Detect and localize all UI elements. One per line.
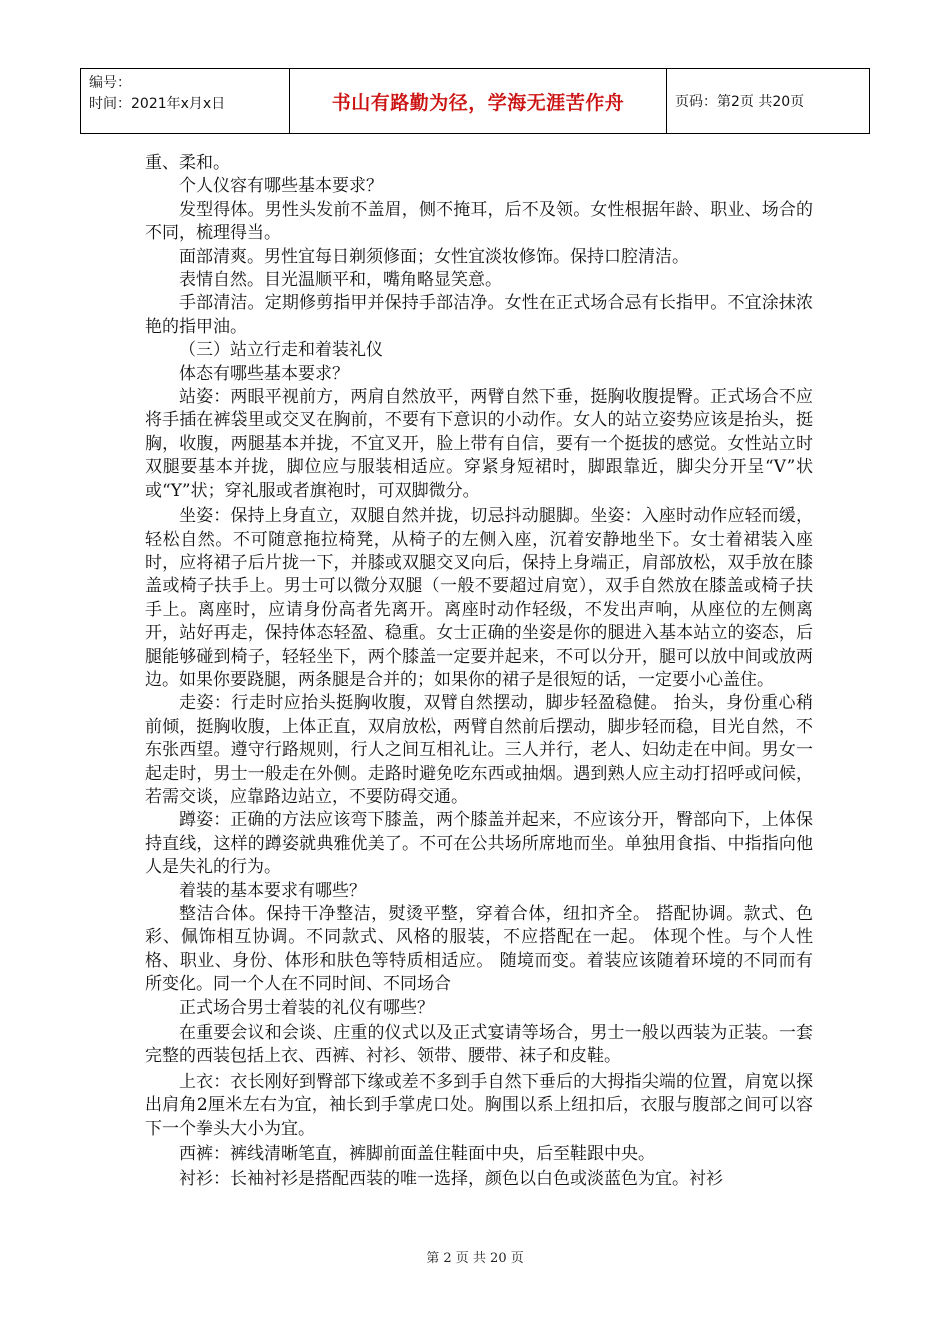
paragraph: 西裤：裤线清晰笔直，裤脚前面盖住鞋面中央，后至鞋跟中央。 bbox=[179, 1144, 655, 1165]
paragraph: 走姿：行走时应抬头挺胸收腹，双臂自然摆动，脚步轻盈稳健。 抬头，身份重心稍前倾，挺胸收腹，上体正直，双肩放松，两臂自然前后摆动，脚步轻而稳，目光自然，不东张西望。遵守行路规则，行人之间互相礼让。三人并行，老人、妇幼走在中间。男女一起走时，男士一般走在外侧。走路时避免吃东西或抽烟。遇到熟人应主动打招呼或问候，若需交谈，应靠路边站立，不要防碍交通。 bbox=[145, 693, 813, 807]
section-heading: （三）站立行走和着装礼仪 bbox=[179, 340, 383, 361]
paragraph: 手部清洁。定期修剪指甲并保持手部洁净。女性在正式场合忌有长指甲。不宜涂抹浓艳的指甲油。 bbox=[145, 293, 813, 337]
question-heading: 正式场合男士着装的礼仪有哪些？ bbox=[179, 997, 434, 1018]
motto-text: 书山有路勤为径，学海无涯苦作舟 bbox=[331, 91, 625, 114]
paragraph: 在重要会议和会谈、庄重的仪式以及正式宴请等场合，男士一般以西装为正装。一套完整的西装包括上衣、西裤、衬衫、领带、腰带、袜子和皮鞋。 bbox=[145, 1023, 813, 1067]
paragraph: 坐姿：保持上身直立，双腿自然并拢，切忌抖动腿脚。坐姿：入座时动作应轻而缓，轻松自然。不可随意拖拉椅凳，从椅子的左侧入座，沉着安静地坐下。女士着裙装入座时，应将裙子后片拢一下，并膝或双腿交叉向后，保持上身端正，肩部放松，双手放在膝盖或椅子扶手上。男士可以微分双腿（一般不要超过肩宽），双手自然放在膝盖或椅子扶手上。离座时，应请身份高者先离开。离座时动作轻级，不发出声响，从座位的左侧离开，站好再走，保持体态轻盈、稳重。女士正确的坐姿是你的腿进入基本站立的姿态，后腿能够碰到椅子，轻轻坐下，两个膝盖一定要并起来，不可以分开，腿可以放中间或放两边。如果你要跷腿，两条腿是合并的；如果你的裙子是很短的话，一定要小心盖住。 bbox=[145, 506, 813, 690]
header-page-cell bbox=[667, 69, 870, 134]
question-heading: 着装的基本要求有哪些？ bbox=[179, 880, 366, 901]
page-footer: 第 2 页 共 20 页 bbox=[426, 1251, 524, 1266]
paragraph: 整洁合体。保持干净整洁，熨烫平整，穿着合体，纽扣齐全。 搭配协调。款式、色彩、佩饰相互协调。不同款式、风格的服装，不应搭配在一起。 体现个性。与个人性格、职业、身份、体形和肤色等特质相适应。 随境而变。着装应该随着环境的不同而有所变化。同一个人在不同时间、不同场合 bbox=[145, 904, 813, 995]
paragraph: 表情自然。目光温顺平和，嘴角略显笑意。 bbox=[179, 270, 502, 291]
question-heading: 个人仪容有哪些基本要求？ bbox=[179, 176, 383, 197]
time-label: 时间：2021年x月x日 bbox=[89, 96, 226, 112]
question-heading: 体态有哪些基本要求？ bbox=[179, 363, 349, 384]
paragraph: 面部清爽。男性宜每日剃须修面；女性宜淡妆修饰。保持口腔清洁。 bbox=[179, 246, 689, 267]
page-info: 页码：第2页 共20页 bbox=[675, 94, 805, 110]
paragraph: 站姿：两眼平视前方，两肩自然放平，两臂自然下垂，挺胸收腹提臀。正式场合不应将手插在裤袋里或交叉在胸前，不要有下意识的小动作。女人的站立姿势应该是抬头，挺胸，收腹，两腿基本并拢，不宜叉开，脸上带有自信，要有一个挺拔的感觉。女性站立时双腿要基本并拢，脚位应与服装相适应。穿紧身短裙时，脚跟靠近，脚尖分开呈“V”状或“Y”状；穿礼服或者旗袍时，可双脚微分。 bbox=[145, 387, 813, 501]
paragraph: 衬衫：长袖衬衫是搭配西装的唯一选择，颜色以白色或淡蓝色为宜。衬衫 bbox=[179, 1169, 723, 1190]
paragraph: 发型得体。男性头发前不盖眉，侧不掩耳，后不及领。女性根据年龄、职业、场合的不同，梳理得当。 bbox=[145, 199, 813, 244]
header-motto-cell bbox=[290, 69, 667, 134]
header-meta-cell bbox=[81, 69, 290, 134]
document-body bbox=[145, 152, 813, 1192]
paragraph: 重、柔和。 bbox=[145, 153, 230, 173]
paragraph: 蹲姿：正确的方法应该弯下膝盖，两个膝盖并起来，不应该分开，臀部向下，上体保持直线，这样的蹲姿就典雅优美了。不可在公共场所席地而坐。单独用食指、中指指向他人是失礼的行为。 bbox=[145, 810, 813, 878]
document-header bbox=[80, 68, 870, 134]
number-label: 编号： bbox=[89, 75, 131, 91]
paragraph: 上衣：衣长刚好到臀部下缘或差不多到手自然下垂后的大拇指尖端的位置，肩宽以探出肩角2厘米左右为宜，袖长到手掌虎口处。胸围以系上纽扣后，衣服与腹部之间可以容下一个拳头大小为宜。 bbox=[145, 1071, 813, 1139]
